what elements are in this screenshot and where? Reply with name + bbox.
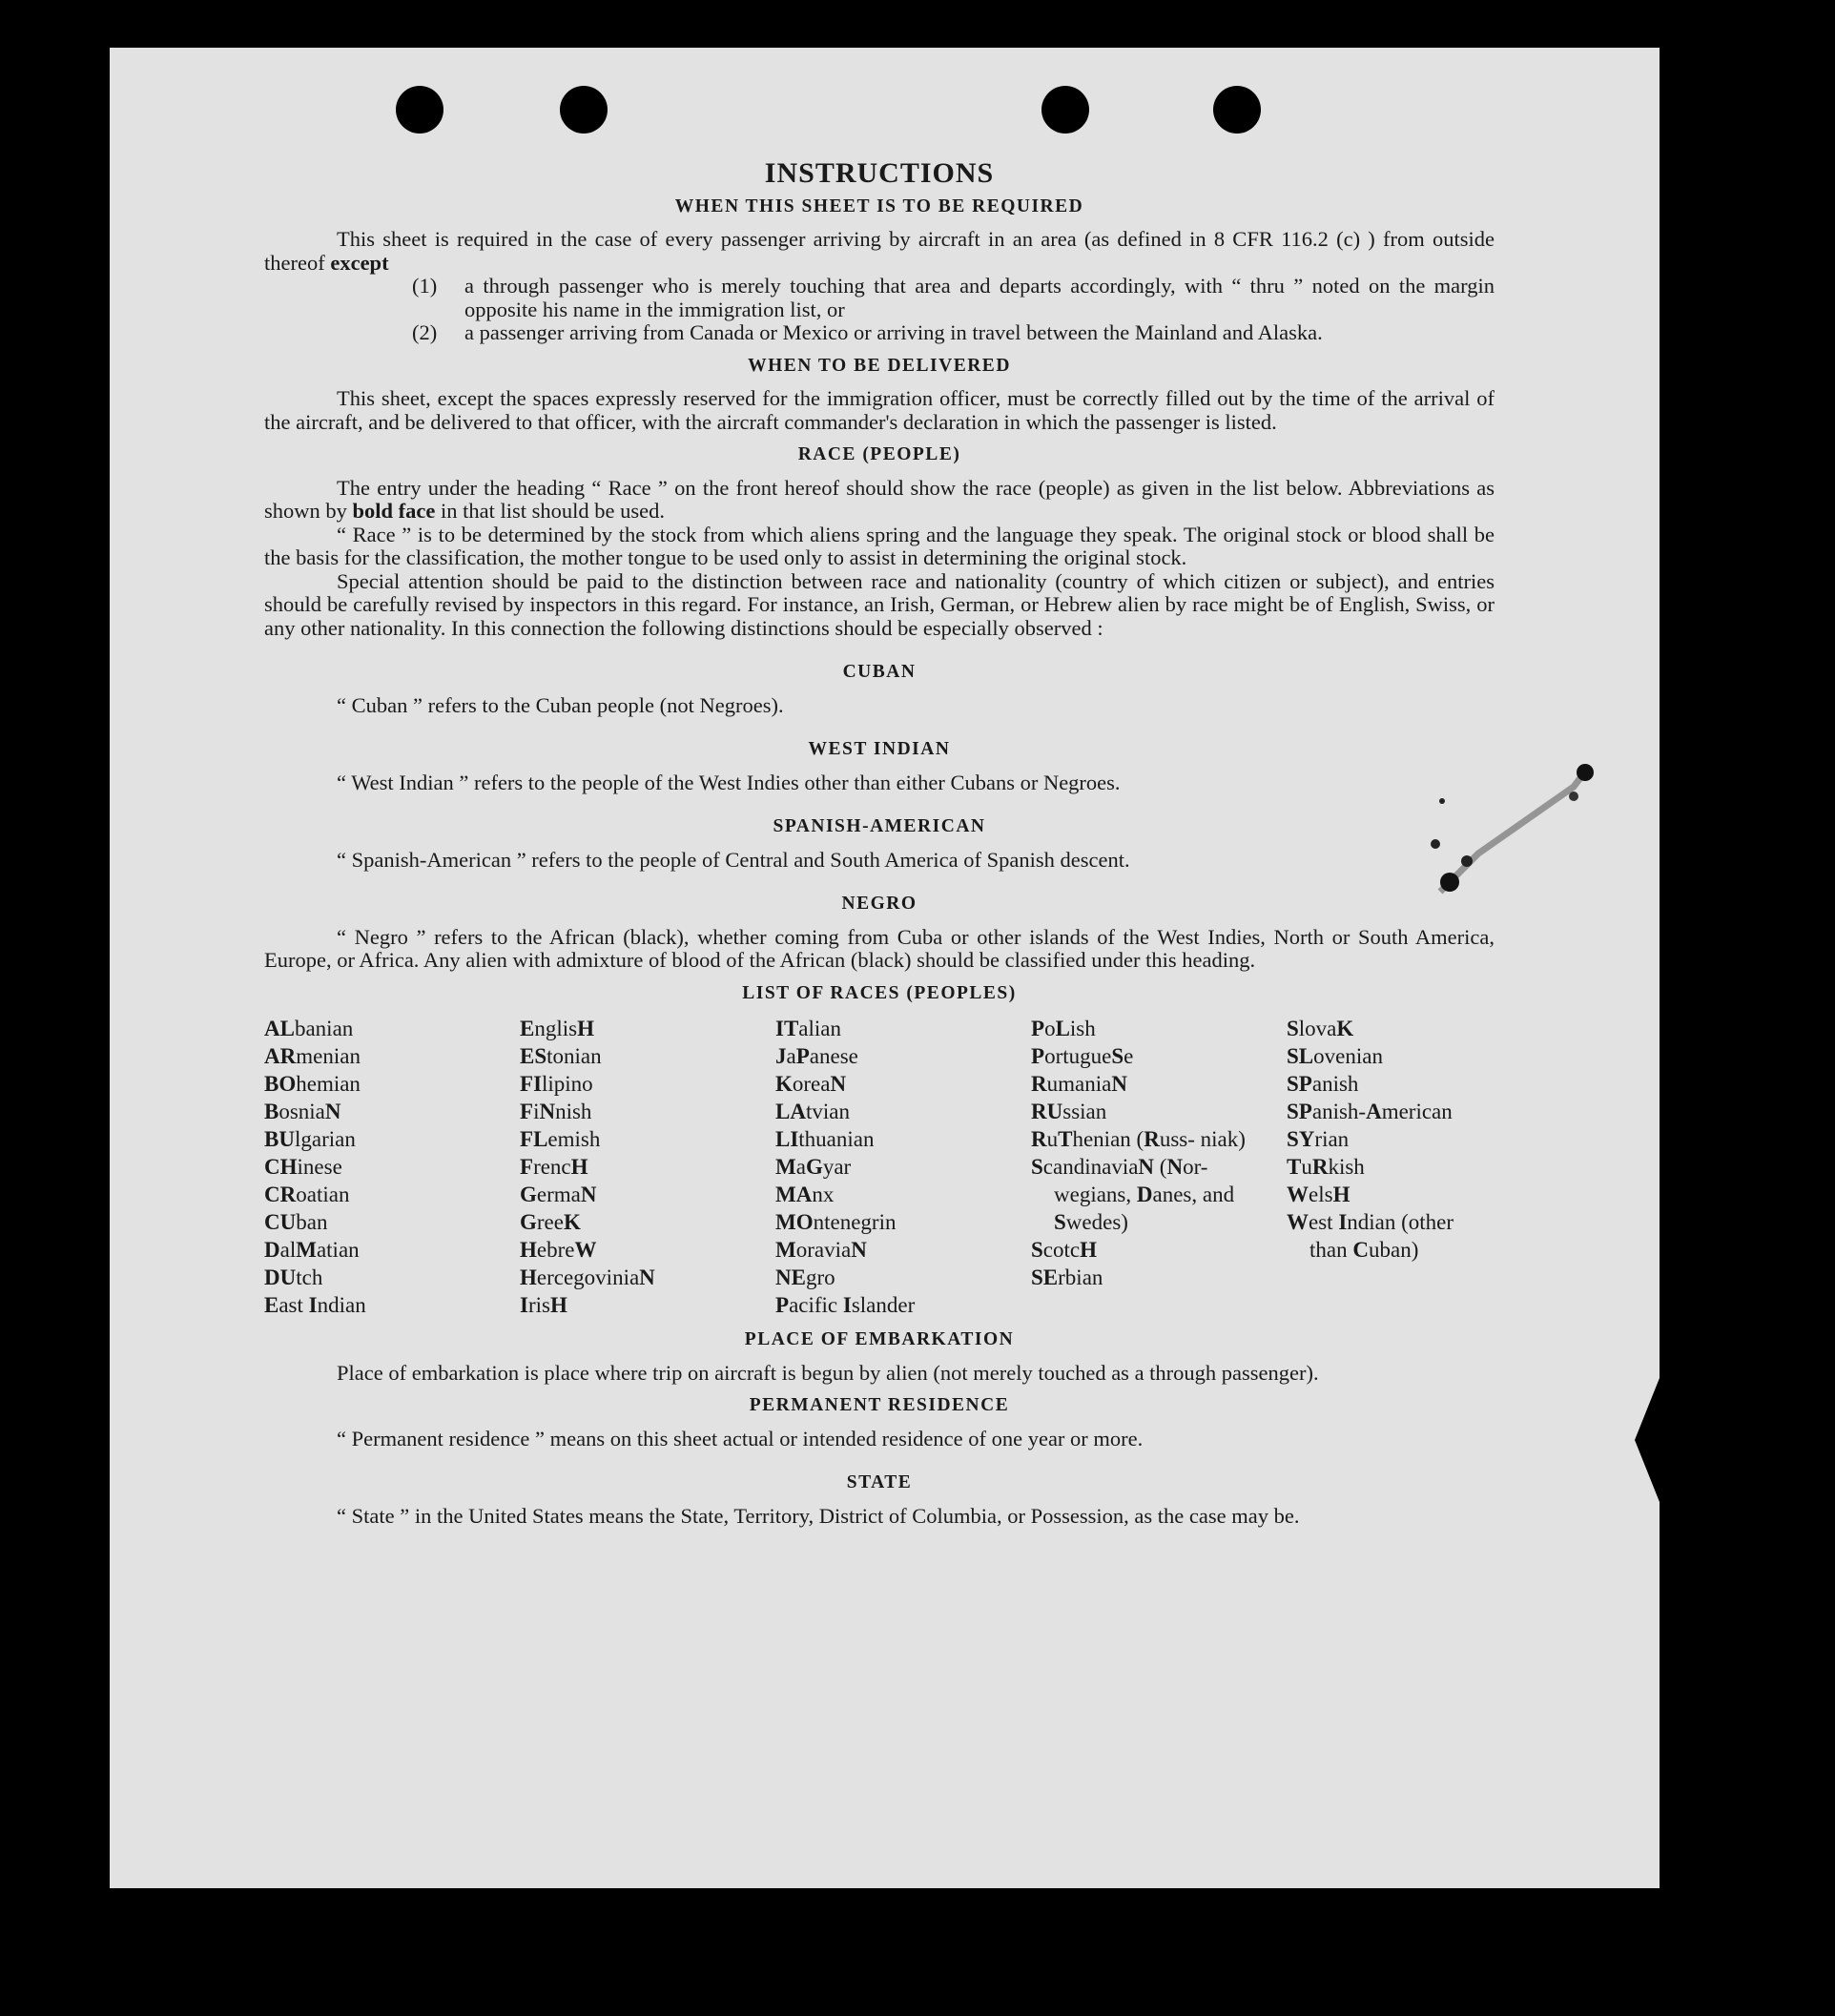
race-item: HebreW bbox=[520, 1238, 597, 1262]
paragraph-text: in that list should be used. bbox=[441, 499, 666, 523]
race-item: ScotcH bbox=[1031, 1238, 1097, 1262]
race-item: LIthuanian bbox=[775, 1127, 875, 1151]
races-column bbox=[264, 1015, 520, 1319]
bold-face-label: bold face bbox=[352, 499, 436, 523]
race-item: ALbanian bbox=[264, 1017, 354, 1040]
heading-west-indian: WEST INDIAN bbox=[808, 739, 951, 759]
list-item bbox=[412, 275, 1495, 321]
race-item: East Indian bbox=[264, 1293, 366, 1317]
race-item: SErbian bbox=[1031, 1265, 1103, 1289]
race-item: PortugueSe bbox=[1031, 1044, 1134, 1068]
heading-embarkation: PLACE OF EMBARKATION bbox=[744, 1329, 1015, 1349]
heading-cuban: CUBAN bbox=[842, 662, 917, 682]
race-item: Pacific Islander bbox=[775, 1293, 916, 1317]
item-text: a through passenger who is merely touching that area and departs accordingly, with “ thru ” noted on the margin opposite his name in the immigration list, or bbox=[464, 274, 1495, 321]
race-item: FLemish bbox=[520, 1127, 601, 1151]
paragraph-spanish-american: “ Spanish-American ” refers to the people of Central and South America of Spanish descent. bbox=[337, 847, 1130, 872]
race-item: GreeK bbox=[520, 1210, 581, 1234]
heading-when-delivered: WHEN TO BE DELIVERED bbox=[748, 355, 1011, 376]
race-item: EStonian bbox=[520, 1044, 602, 1068]
paragraph-cuban: “ Cuban ” refers to the Cuban people (not Negroes). bbox=[337, 692, 784, 717]
race-item: BosniaN bbox=[264, 1100, 341, 1123]
heading-list-of-races: LIST OF RACES (PEOPLES) bbox=[742, 982, 1017, 1003]
race-item: MaGyar bbox=[775, 1155, 852, 1179]
race-item: NEgro bbox=[775, 1265, 835, 1289]
punch-hole bbox=[1213, 86, 1261, 134]
heading-negro: NEGRO bbox=[841, 894, 918, 914]
race-item: SYrian bbox=[1287, 1127, 1350, 1151]
races-column bbox=[1287, 1015, 1495, 1319]
item-text: a passenger arriving from Canada or Mexico or arriving in travel between the Mainland and Alaska. bbox=[464, 320, 1323, 344]
heading-when-required: WHEN THIS SHEET IS TO BE REQUIRED bbox=[674, 195, 1084, 216]
race-item: SLovenian bbox=[1287, 1044, 1383, 1068]
race-item: ScandinaviaN (Nor- wegians, Danes, and Swedes) bbox=[1031, 1155, 1235, 1234]
punch-hole bbox=[560, 86, 608, 134]
paragraph-negro: “ Negro ” refers to the African (black), whether coming from Cuba or other islands of the West Indies, North or South America, Europe, or Africa. Any alien with admixture of blood of the African (black) should be classified under this heading. bbox=[264, 924, 1495, 972]
page-edge-tear bbox=[1635, 1373, 1661, 1507]
heading-race: RACE (PEOPLE) bbox=[797, 444, 961, 464]
bold-except: except bbox=[330, 250, 389, 275]
races-column bbox=[1031, 1015, 1287, 1319]
item-number: (1) bbox=[412, 274, 438, 298]
paragraph-embarkation: Place of embarkation is place where trip on aircraft is begun by alien (not merely touched as a through passenger). bbox=[337, 1360, 1319, 1385]
race-item: SPanish bbox=[1287, 1072, 1359, 1096]
race-item: EnglisH bbox=[520, 1017, 594, 1040]
page-title: INSTRUCTIONS bbox=[764, 157, 995, 189]
paragraph-race-3: Special attention should be paid to the distinction between race and nationality (country of which citizen or subject), and entries should be carefully revised by inspectors in this regard. For instance, an Irish, German, or Hebrew alien by race might be of English, Swiss, or any other nationality. In this connection the following distinctions should be especially observed : bbox=[264, 568, 1495, 640]
race-item: SlovaK bbox=[1287, 1017, 1354, 1040]
race-item: JaPanese bbox=[775, 1044, 858, 1068]
paragraph-delivered: This sheet, except the spaces expressly reserved for the immigration officer, must be correctly filled out by the time of the arrival of the aircraft, and be delivered to that officer, with the aircraft commander's declaration in which the passenger is listed. bbox=[264, 386, 1495, 434]
punch-hole bbox=[1041, 86, 1089, 134]
race-item: TuRkish bbox=[1287, 1155, 1365, 1179]
paragraph-required bbox=[264, 228, 1495, 275]
heading-spanish-american: SPANISH-AMERICAN bbox=[773, 816, 986, 836]
race-item: KoreaN bbox=[775, 1072, 847, 1096]
races-list bbox=[264, 1015, 1495, 1319]
item-number: (2) bbox=[412, 320, 438, 344]
list-item bbox=[412, 321, 1495, 345]
paragraph-race-1 bbox=[264, 477, 1495, 524]
paragraph-race-2: “ Race ” is to be determined by the stock from which aliens spring and the language they speak. The original stock or blood shall be the basis for the classification, the mother tongue to be used only to assist in determining the original stock. bbox=[264, 522, 1495, 569]
race-item: MoraviaN bbox=[775, 1238, 867, 1262]
heading-residence: PERMANENT RESIDENCE bbox=[749, 1395, 1010, 1415]
race-item: RUssian bbox=[1031, 1100, 1107, 1123]
race-item: FIlipino bbox=[520, 1072, 593, 1096]
race-item: WelsH bbox=[1287, 1183, 1350, 1206]
race-item: MOntenegrin bbox=[775, 1210, 897, 1234]
race-item: MAnx bbox=[775, 1183, 835, 1206]
race-item: FrencH bbox=[520, 1155, 588, 1179]
race-item: ARmenian bbox=[264, 1044, 361, 1068]
paragraph-text: This sheet is required in the case of every passenger arriving by aircraft in an area (as defined in 8 CFR 116.2 (c) ) from outside thereof bbox=[264, 227, 1495, 275]
race-item: LAtvian bbox=[775, 1100, 850, 1123]
paragraph-west-indian: “ West Indian ” refers to the people of the West Indies other than either Cubans or Negroes. bbox=[337, 770, 1121, 794]
race-item: HercegoviniaN bbox=[520, 1265, 655, 1289]
race-item: CRoatian bbox=[264, 1183, 350, 1206]
race-item: GermaN bbox=[520, 1183, 597, 1206]
race-item: FiNnish bbox=[520, 1100, 592, 1123]
race-item: CUban bbox=[264, 1210, 328, 1234]
race-item: BUlgarian bbox=[264, 1127, 356, 1151]
race-item: PoLish bbox=[1031, 1017, 1096, 1040]
race-item: RuThenian (Russ- niak) bbox=[1031, 1127, 1246, 1151]
document-page bbox=[110, 48, 1660, 1888]
punch-hole bbox=[396, 86, 443, 134]
instructions-text bbox=[264, 157, 1495, 1528]
race-item: IrisH bbox=[520, 1293, 567, 1317]
paragraph-text: The entry under the heading “ Race ” on the front hereof should show the race (people) as given in the list below. Abbreviations as shown by bbox=[264, 475, 1495, 523]
race-item: DalMatian bbox=[264, 1238, 360, 1262]
paragraph-state: “ State ” in the United States means the State, Territory, District of Columbia, or Possession, as the case may be. bbox=[337, 1503, 1300, 1528]
race-item: SPanish-American bbox=[1287, 1100, 1453, 1123]
races-column bbox=[520, 1015, 775, 1319]
race-item: CHinese bbox=[264, 1155, 342, 1179]
race-item: ITalian bbox=[775, 1017, 841, 1040]
race-item: DUtch bbox=[264, 1265, 323, 1289]
heading-state: STATE bbox=[846, 1472, 913, 1492]
race-item: West Indian (other than Cuban) bbox=[1287, 1210, 1454, 1262]
paragraph-residence: “ Permanent residence ” means on this sheet actual or intended residence of one year or more. bbox=[337, 1426, 1144, 1450]
race-item: BOhemian bbox=[264, 1072, 361, 1096]
races-column bbox=[775, 1015, 1031, 1319]
race-item: RumaniaN bbox=[1031, 1072, 1127, 1096]
